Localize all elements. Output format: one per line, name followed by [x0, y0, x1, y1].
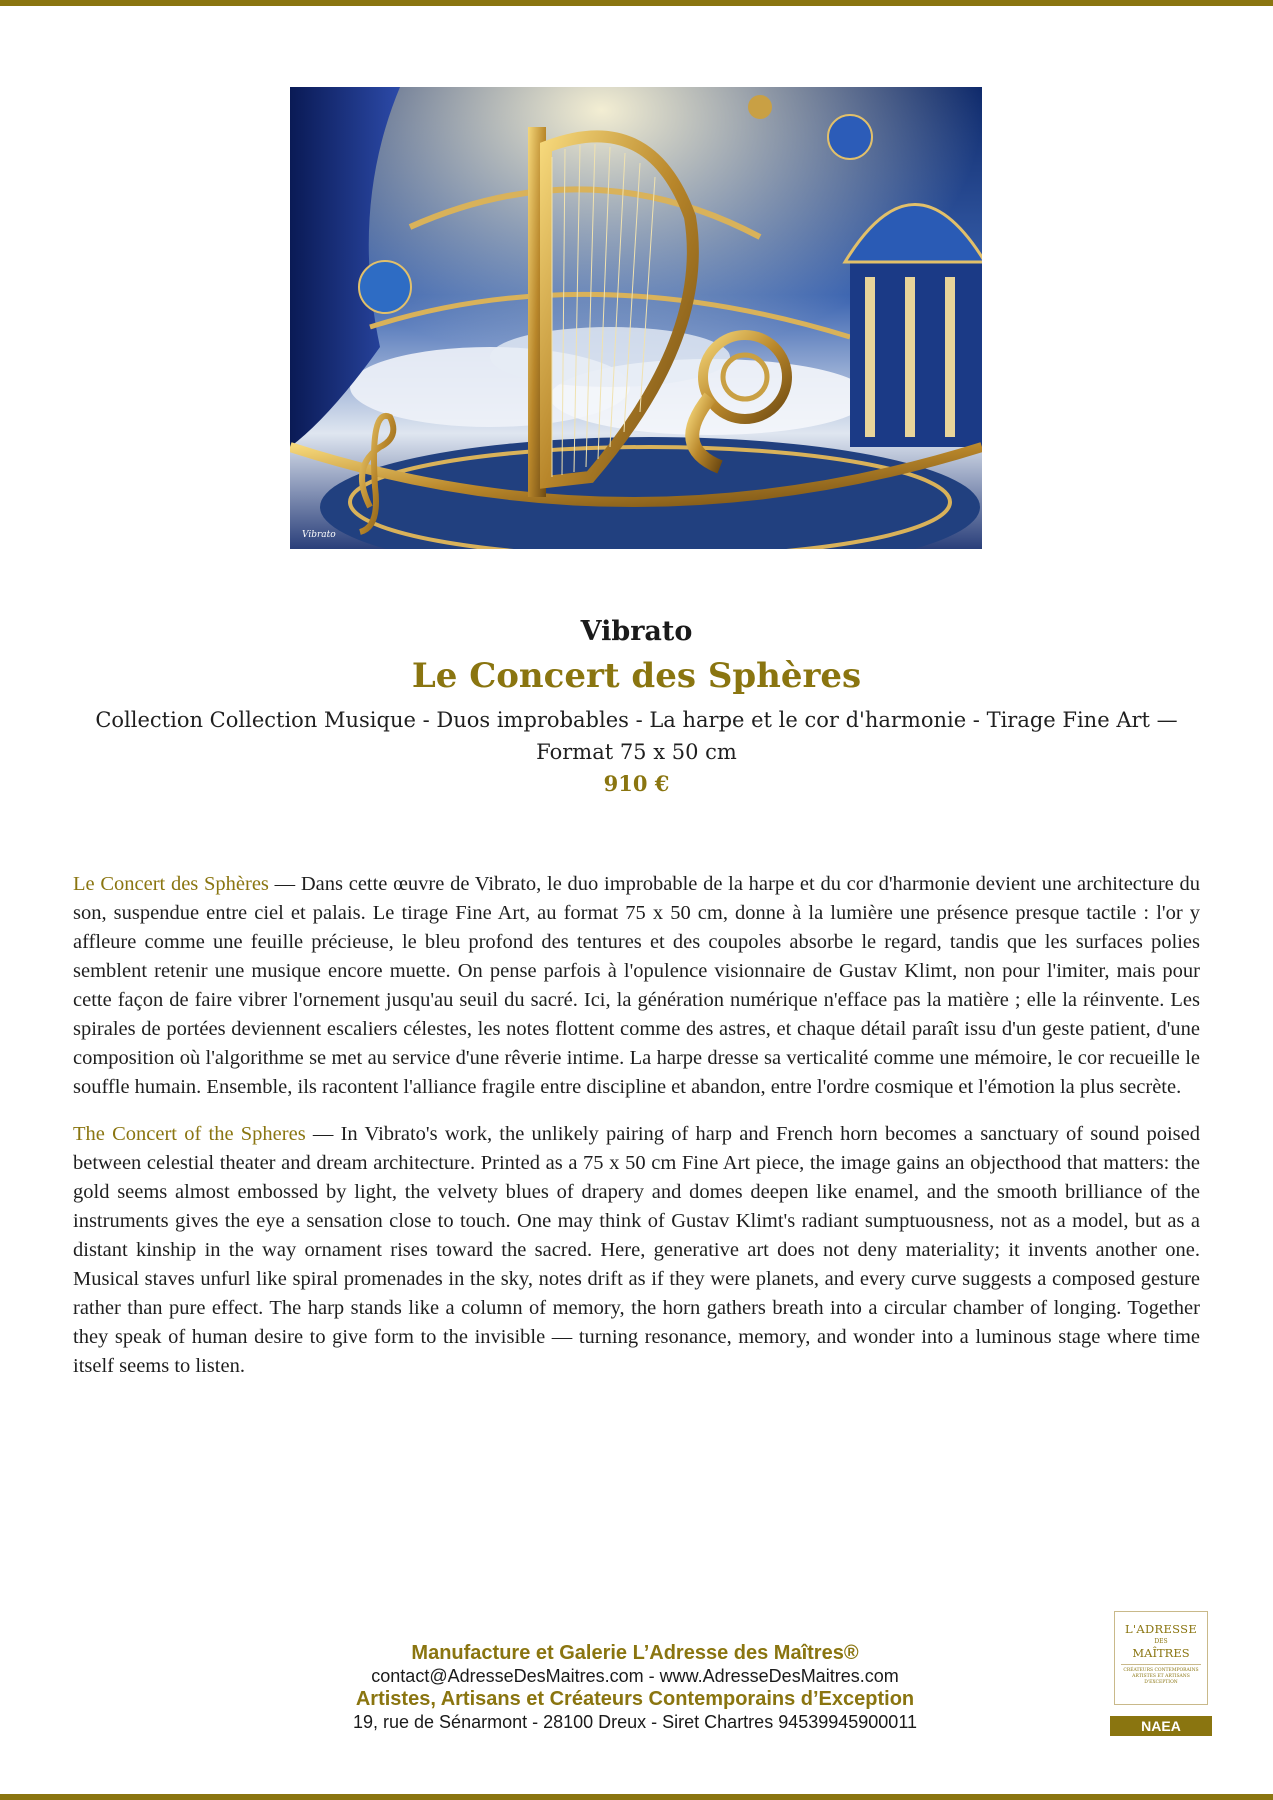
artwork-title: Le Concert des Sphères: [411, 656, 862, 696]
gallery-logo: [1114, 1611, 1208, 1705]
logo-line-3: MAÎTRES: [1132, 1646, 1190, 1660]
artwork-image: [290, 87, 982, 549]
artist-name: Vibrato: [580, 616, 693, 647]
description-fr-text: — Dans cette œuvre de Vibrato, le duo improbable de la harpe et du cor d'harmonie devient une architecture du son, suspendue entre ciel et palais. Le tirage Fine Art, au format 75 x 50 cm, donne à la lumière une présence presque tactile : l'or y affleure comme une feuille précieuse, le bleu profond des tentures et des coupoles absorbe le regard, tandis que les surfaces polies semblent retenir une musique encore muette. On pense parfois à l'opulence visionnaire de Gustav Klimt, non pour l'imiter, mais pour cette façon de faire vibrer l'ornement jusqu'au seuil du sacré. Ici, la génération numérique n'efface pas la matière ; elle la réinvente. Les spirales de portées deviennent escaliers célestes, les notes flottent comme des astres, et chaque détail paraît issu d'un geste patient, d'une composition où l'algorithme se met au service d'une rêverie intime. La harpe dresse sa verticalité comme une mémoire, le cor recueille le souffle humain. Ensemble, ils racontent l'alliance fragile entre discipline et abandon, entre l'ordre cosmique et l'émotion la plus secrète.: [73, 873, 1200, 1098]
logo-line-2: DES: [1154, 1638, 1168, 1645]
artwork-header: [73, 612, 1200, 800]
logo-line-1: L'ADRESSE: [1124, 1622, 1198, 1636]
footer-company: Manufacture et Galerie L’Adresse des Maîtres®: [411, 1642, 859, 1664]
top-border: [0, 0, 1273, 6]
footer-contact: contact@AdresseDesMaitres.com - www.AdresseDesMaitres.com: [371, 1666, 899, 1686]
footer-address: 19, rue de Sénarmont - 28100 Dreux - Siret Chartres 94539945900011: [352, 1712, 918, 1732]
price: 910 €: [603, 771, 670, 796]
footer-tagline: Artistes, Artisans et Créateurs Contemporains d’Exception: [355, 1688, 915, 1710]
logo-line-4: CRÉATEURS CONTEMPORAINS ARTISTES ET ARTISANS D'EXCEPTION: [1121, 1664, 1201, 1686]
bottom-border: [0, 1794, 1273, 1800]
collection-info: Collection Collection Musique - Duos improbables - La harpe et le cor d'harmonie - Tirage Fine Art — Format 75 x 50 cm: [95, 708, 1178, 764]
footer: [300, 1641, 970, 1733]
artwork-signature: Vibrato: [302, 530, 336, 540]
description-fr: [73, 870, 1200, 1102]
description-en: [73, 1120, 1200, 1381]
description-fr-lead: Le Concert des Sphères: [73, 873, 269, 895]
description-en-text: — In Vibrato's work, the unlikely pairing of harp and French horn becomes a sanctuary of sound poised between celestial theater and dream architecture. Printed as a 75 x 50 cm Fine Art piece, the image gains an objecthood that matters: the gold seems almost embossed by light, the velvety blues of drapery and domes deepen like enamel, and the smooth brilliance of the instruments gives the eye a sensation close to touch. One may think of Gustav Klimt's radiant sumptuousness, not as a model, but as a distant kinship in the way ornament rises toward the sacred. Here, generative art does not deny materiality; it invents another one. Musical staves unfurl like spiral promenades in the sky, notes drift as if they were planets, and every curve suggests a composed gesture rather than pure effect. The harp stands like a column of memory, the horn gathers breath into a circular chamber of longing. Together they speak of human desire to give form to the invisible — turning resonance, memory, and wonder into a luminous stage where time itself seems to listen.: [73, 1123, 1200, 1377]
description-en-lead: The Concert of the Spheres: [73, 1123, 306, 1145]
description: [73, 870, 1200, 1399]
naea-badge: NAEA: [1110, 1716, 1212, 1736]
